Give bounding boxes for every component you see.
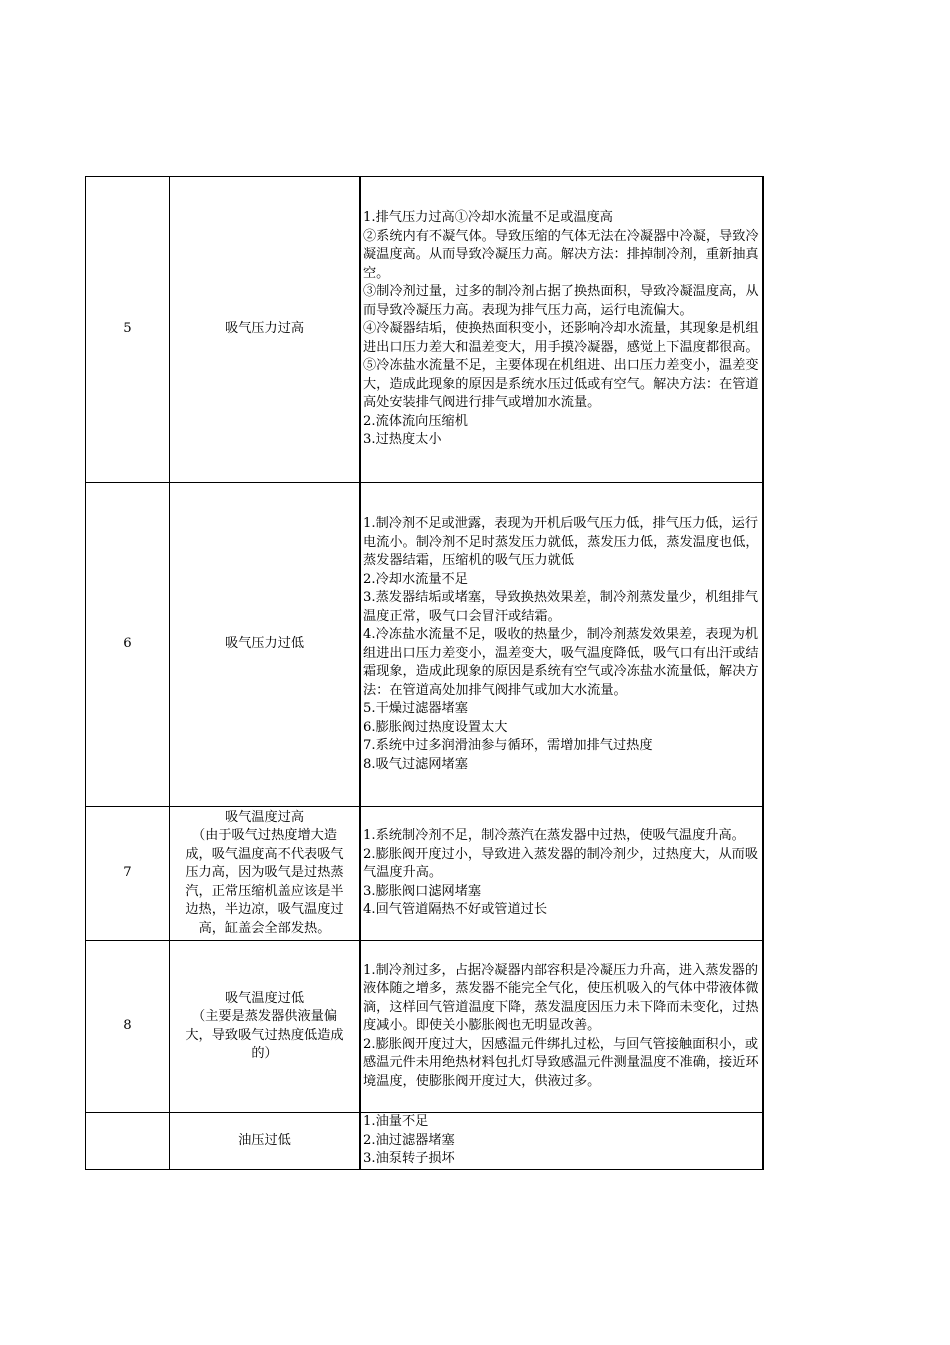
cause-line: 3.过热度太小 (363, 432, 442, 448)
symptom-title: 吸气温度过低 (224, 990, 305, 1006)
symptom-note: 压力高，因为吸气是过热蒸 (185, 865, 344, 881)
cause-line: 4.冷冻盐水流量不足，吸收的热量少，制冷剂蒸发效果差，表现为机组进出口压力差变小，温差变大，吸气温度降低，吸气口有出汗或结霜现象，造成此现象的原因是系统有空气或冷冻盐水流量低，解决方法：在管道高处加排气阀排气或加大水流量。 (363, 627, 759, 698)
cause-cell (360, 807, 763, 941)
cause-line: ⑤冷冻盐水流量不足，主要体现在机组进、出口压力差变小，温差变大，造成此现象的原因是系统水压过低或有空气。解决方法：在管道高处安装排气阀进行排气或增加水流量。 (363, 358, 759, 411)
cause-line: 3.蒸发器结垢或堵塞，导致换热效果差，制冷剂蒸发量少，机组排气温度正常，吸气口会冒汗或结霜。 (363, 590, 759, 624)
table-row (86, 807, 764, 941)
symptom-title: 油压过低 (238, 1132, 291, 1148)
cause-cell (360, 483, 763, 807)
row-number (86, 1113, 170, 1170)
symptom-note: 边热，半边凉，吸气温度过 (185, 902, 344, 918)
cause-line: 2.膨胀阀开度过大，因感温元件绑扎过松，与回气管接触面积小，或感温元件未用绝热材料包扎灯导致感温元件测量温度不准确，接近环境温度，使膨胀阀开度过大，供液过多。 (363, 1036, 759, 1089)
cause-line: 5.干燥过滤器堵塞 (363, 701, 468, 716)
cause-line: 2.流体流向压缩机 (363, 413, 468, 429)
symptom-note: 成，吸气温度高不代表吸气 (185, 846, 344, 862)
table-row (86, 1113, 764, 1170)
symptom-note: （主要是蒸发器供液量偏 (191, 1009, 338, 1024)
cause-line: 1.制冷剂不足或泄露，表现为开机后吸气压力低，排气压力低，运行电流小。制冷剂不足时蒸发压力就低，蒸发压力低，蒸发温度也低，蒸发器结霜，压缩机的吸气压力就低 (363, 516, 759, 568)
cause-line: 2.冷却水流量不足 (363, 571, 468, 587)
symptom-note: 大，导致吸气过热度低造成 (185, 1027, 344, 1043)
symptom-title: 吸气压力过低 (224, 636, 305, 652)
symptom-note: 汽，正常压缩机盖应该是半 (185, 883, 344, 899)
symptom-cell (170, 1113, 361, 1170)
table-row (86, 177, 764, 483)
row-number: 8 (86, 941, 170, 1113)
cause-line: ④冷凝器结垢，使换热面积变小，还影响冷却水流量，其现象是机组进出口压力差大和温差变大，用手摸冷凝器，感觉上下温度都很高。 (363, 321, 759, 355)
table-row (86, 941, 764, 1113)
cause-line: ②系统内有不凝气体。导致压缩的气体无法在冷凝器中冷凝，导致冷凝温度高。从而导致冷凝压力高。解决方法：排掉制冷剂，重新抽真空。 (363, 228, 759, 281)
symptom-title: 吸气温度过高 (224, 809, 305, 825)
cause-line: 2.油过滤器堵塞 (363, 1132, 455, 1148)
symptom-cell (170, 177, 361, 483)
cause-line: 8.吸气过滤网堵塞 (363, 756, 468, 772)
symptom-cell (170, 483, 361, 807)
cause-line: ③制冷剂过量，过多的制冷剂占据了换热面积，导致冷凝温度高，从而导致冷凝压力高。表现为排气压力高，运行电流偏大。 (363, 284, 759, 318)
cause-line: 1.排气压力过高①冷却水流量不足或温度高 (363, 210, 613, 226)
row-number: 6 (86, 483, 170, 807)
cause-cell (360, 941, 763, 1113)
cause-line: 3.膨胀阀口滤网堵塞 (363, 883, 482, 899)
fault-table (85, 176, 764, 1170)
cause-cell (360, 1113, 763, 1170)
table-row (86, 483, 764, 807)
symptom-note: 的） (251, 1046, 278, 1061)
symptom-note: 高，缸盖会全部发热。 (198, 920, 331, 936)
symptom-cell (170, 941, 361, 1113)
symptom-title: 吸气压力过高 (224, 321, 305, 337)
symptom-note: （由于吸气过热度增大造 (191, 828, 338, 844)
cause-line: 7.系统中过多润滑油参与循环，需增加排气过热度 (363, 738, 653, 753)
symptom-cell (170, 807, 361, 941)
cause-line: 4.回气管道隔热不好或管道过长 (363, 902, 548, 918)
cause-line: 3.油泵转子损坏 (363, 1151, 455, 1166)
row-number: 7 (86, 807, 170, 941)
row-number: 5 (86, 177, 170, 483)
cause-line: 1.制冷剂过多，占据冷凝器内部容积是冷凝压力升高，进入蒸发器的液体随之增多，蒸发器不能完全气化，使压机吸入的气体中带液体微滴，这样回气管道温度下降，蒸发温度因压力未下降而未变化，过热度减小。即使关小膨胀阀也无明显改善。 (363, 962, 759, 1034)
cause-line: 1.系统制冷剂不足，制冷蒸汽在蒸发器中过热，使吸气温度升高。 (363, 828, 745, 844)
cause-cell (360, 177, 763, 483)
cause-line: 1.油量不足 (363, 1114, 429, 1129)
cause-line: 6.膨胀阀过热度设置太大 (363, 719, 508, 735)
cause-line: 2.膨胀阀开度过小，导致进入蒸发器的制冷剂少，过热度大，从而吸气温度升高。 (363, 846, 759, 881)
